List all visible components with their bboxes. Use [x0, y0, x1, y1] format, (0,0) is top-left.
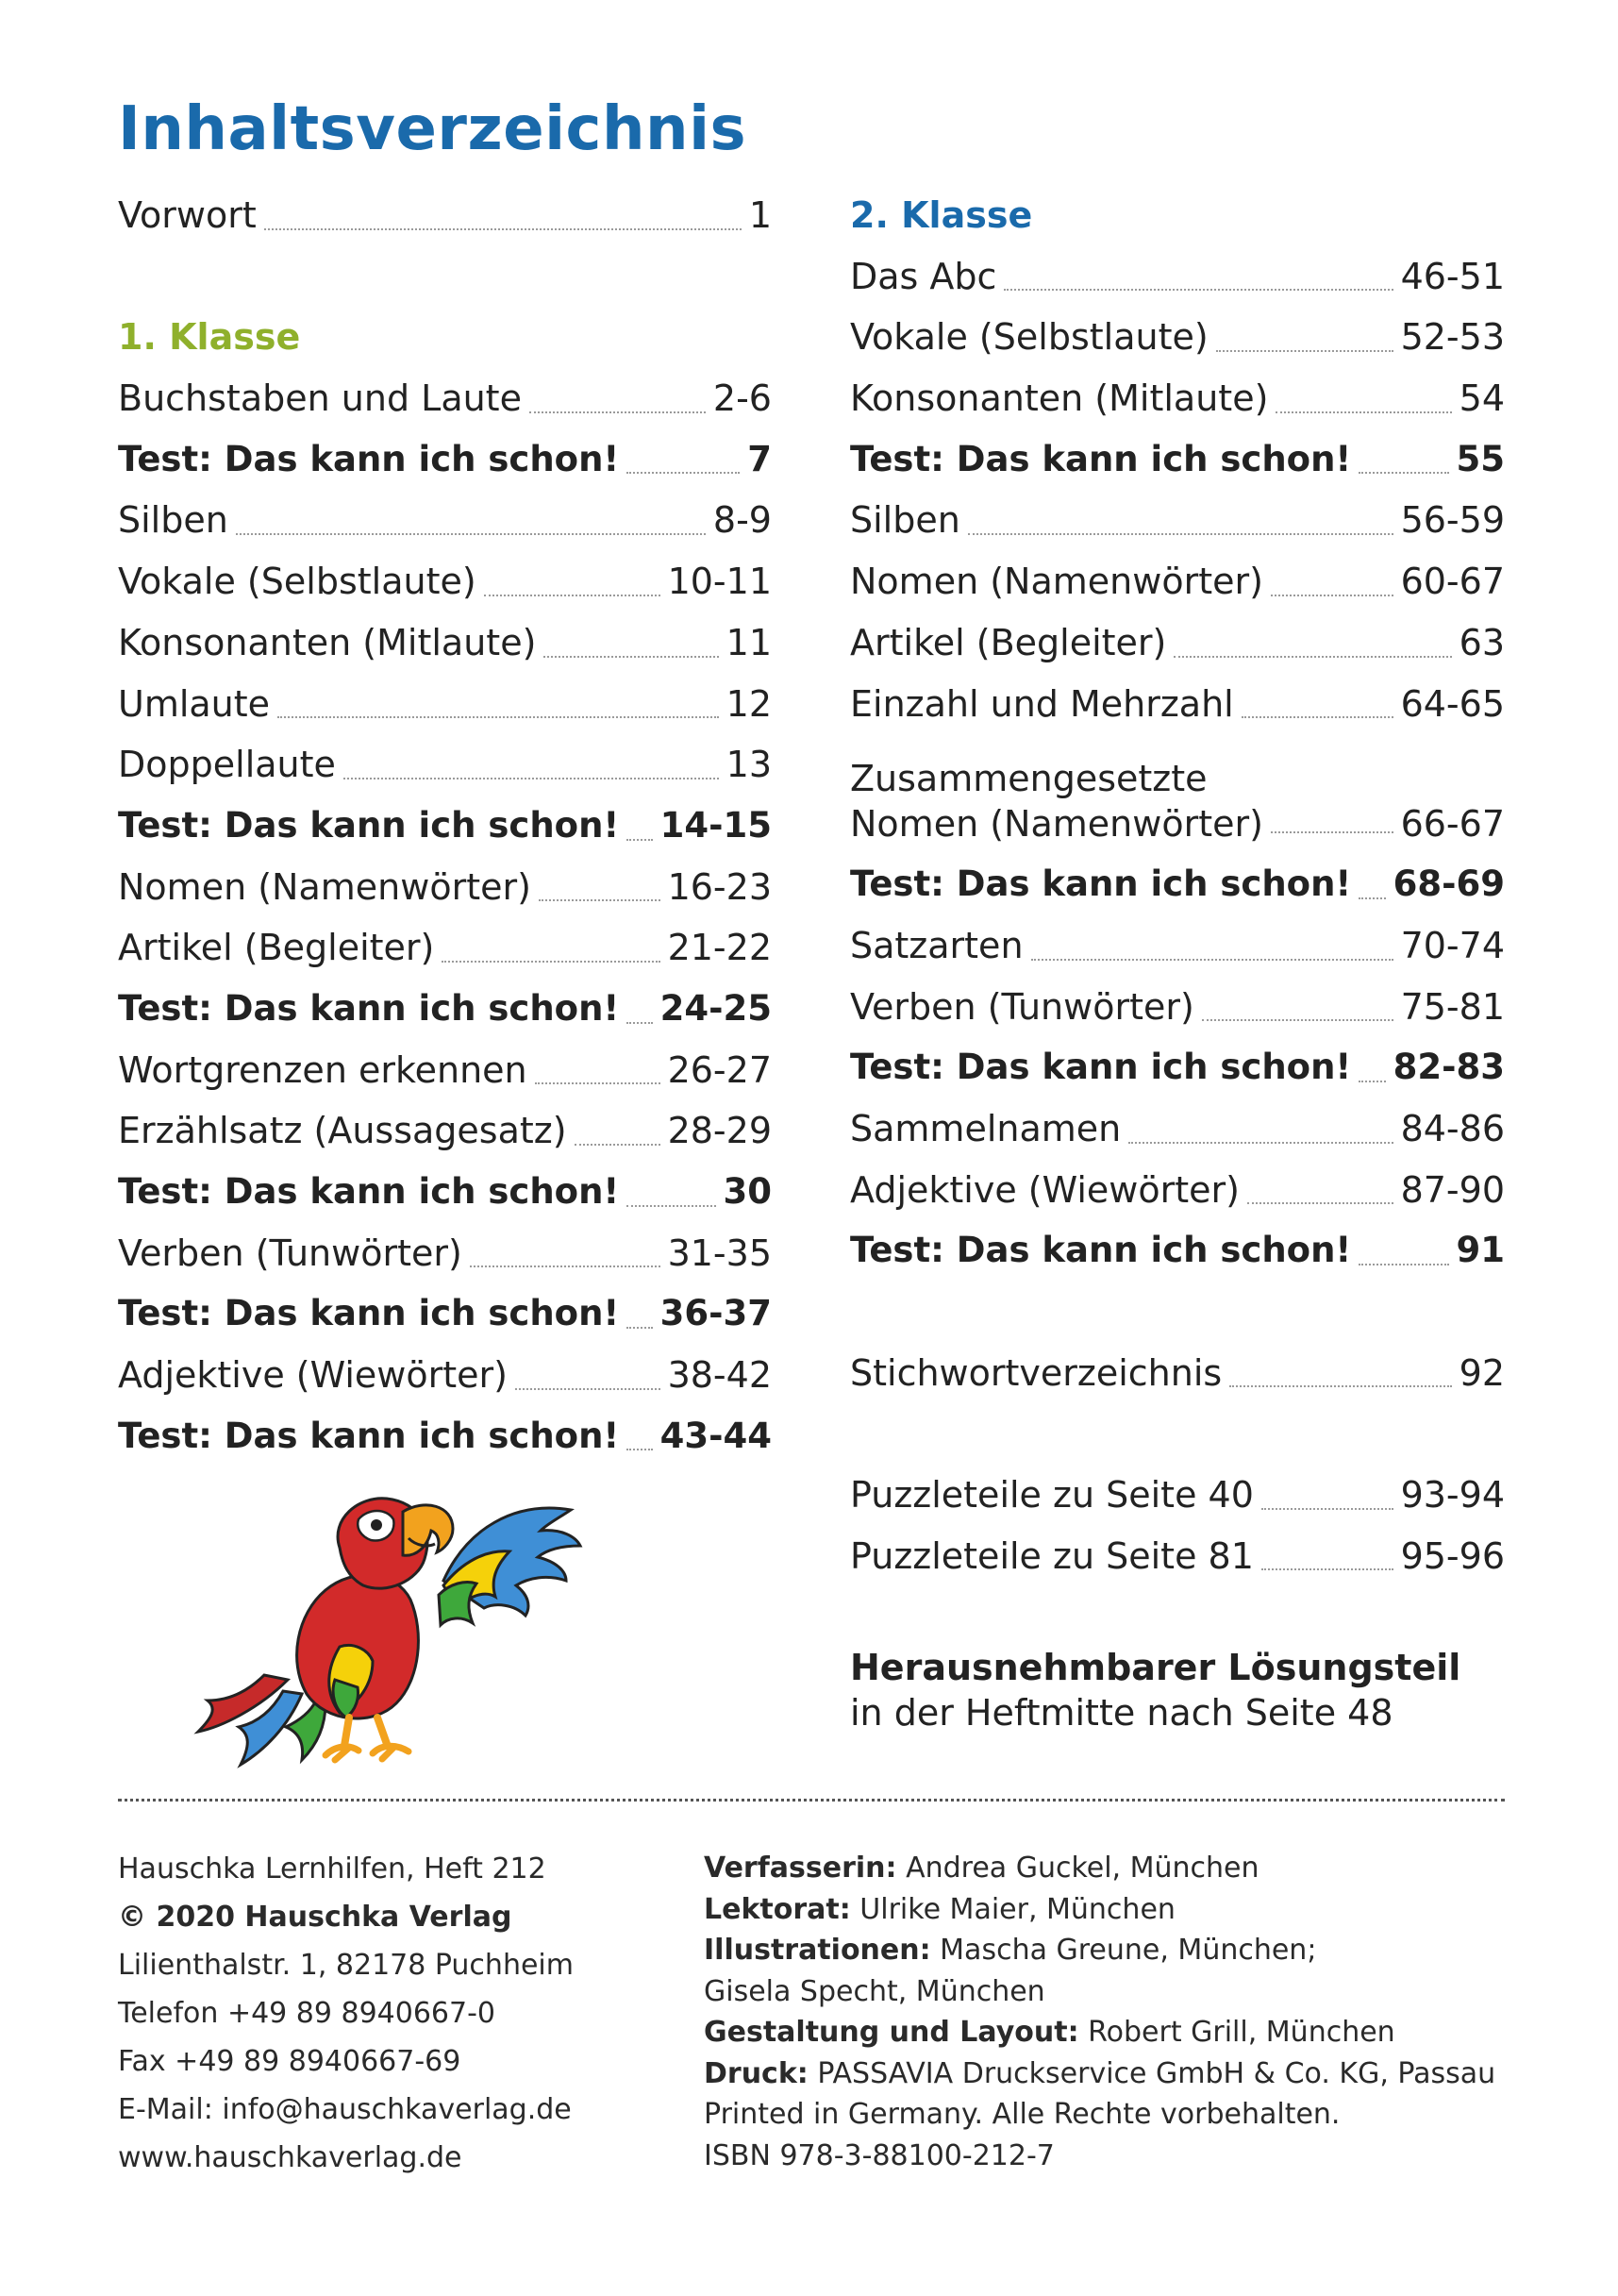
dot-leader	[575, 1144, 660, 1146]
toc-entry-pages: 92	[1459, 1351, 1505, 1394]
toc-entry	[118, 1100, 772, 1162]
toc-entry-pages: 64-65	[1400, 682, 1505, 725]
toc-list-klasse-1	[118, 368, 772, 1466]
credit-value: Robert Grill, München	[1088, 2016, 1395, 2049]
dot-leader	[1359, 1081, 1385, 1082]
email: E-Mail: info@hauschkaverlag.de	[118, 2093, 572, 2126]
toc-entry-label: Puzzleteile zu Seite 81	[850, 1534, 1254, 1577]
credit-label: Gestaltung und Layout:	[704, 2016, 1079, 2049]
toc-entry-label: Test: Das kann ich schon!	[118, 987, 620, 1029]
toc-entry	[118, 368, 772, 429]
toc-entry-label: Einzahl und Mehrzahl	[850, 682, 1234, 725]
credit-value: Ulrike Maier, München	[859, 1892, 1176, 1926]
toc-entry	[850, 551, 1505, 612]
toc-entry-pages: 95-96	[1400, 1534, 1505, 1577]
phone: Telefon +49 89 8940667-0	[118, 1997, 496, 2030]
dot-leader	[1359, 1264, 1448, 1265]
toc-entry-pages: 75-81	[1400, 985, 1505, 1028]
dot-leader	[264, 228, 742, 230]
isbn: ISBN 978-3-88100-212-7	[704, 2138, 1055, 2172]
toc-list-klasse-2	[850, 246, 1505, 1282]
toc-entry-label: Verben (Tunwörter)	[118, 1232, 462, 1274]
toc-entry	[850, 915, 1505, 977]
dot-leader	[1261, 1508, 1393, 1510]
page-title: Inhaltsverzeichnis	[118, 94, 747, 164]
toc-entry-pages: 30	[723, 1171, 772, 1212]
dot-leader	[539, 899, 660, 901]
dot-leader	[626, 472, 740, 474]
credit-value: Mascha Greune, München;	[940, 1934, 1317, 1967]
toc-entry-pages: 11	[726, 621, 772, 663]
toc-entry-test	[118, 1162, 772, 1223]
credits	[704, 1848, 1534, 2176]
toc-entry-label: Zusammengesetzte Nomen (Namenwörter)	[850, 758, 1263, 846]
toc-column-right	[850, 185, 1505, 1735]
toc-entry-label: Test: Das kann ich schon!	[118, 1171, 620, 1212]
dot-leader	[1271, 831, 1393, 833]
toc-entry-test	[850, 1037, 1505, 1098]
toc-entry-pages: 12	[726, 682, 772, 725]
toc-entry-vorwort	[118, 185, 772, 246]
toc-entry-label: Silben	[850, 499, 960, 542]
dot-leader	[1247, 1202, 1393, 1204]
credit-illustrations-2: Gisela Specht, München	[704, 1974, 1045, 2008]
toc-entry-label: Buchstaben und Laute	[118, 377, 522, 420]
toc-entry-pages: 31-35	[667, 1232, 772, 1274]
toc-entry-pages: 8-9	[712, 499, 772, 542]
toc-entry-pages: 66-67	[1400, 803, 1505, 846]
toc-entry-label: Vokale (Selbstlaute)	[850, 316, 1209, 359]
toc-entry-test	[850, 854, 1505, 915]
toc-entry-label: Nomen (Namenwörter)	[118, 865, 531, 908]
toc-entry-label: Test: Das kann ich schon!	[118, 1415, 620, 1456]
toc-entry-pages: 38-42	[667, 1354, 772, 1397]
credit-label: Illustrationen:	[704, 1934, 931, 1967]
toc-entry	[850, 246, 1505, 308]
dot-leader	[470, 1265, 660, 1267]
toc-entry	[850, 734, 1505, 854]
toc-entry	[118, 490, 772, 551]
dot-leader	[1202, 1019, 1393, 1021]
toc-entry-index	[850, 1343, 1505, 1404]
publisher-info	[118, 1845, 684, 2182]
toc-entry-label: Wortgrenzen erkennen	[118, 1048, 527, 1091]
toc-entry-pages: 91	[1456, 1230, 1505, 1271]
toc-entry	[850, 307, 1505, 368]
toc-entry-pages: 43-44	[659, 1415, 772, 1456]
dot-leader	[442, 961, 659, 963]
toc-entry-pages: 46-51	[1400, 255, 1505, 297]
toc-entry-pages: 10-11	[667, 561, 772, 603]
toc-entry-label: Verben (Tunwörter)	[850, 985, 1194, 1028]
toc-entry-label: Konsonanten (Mitlaute)	[850, 377, 1269, 420]
toc-entry-pages: 63	[1459, 621, 1505, 663]
toc-entry-pages: 2-6	[712, 377, 772, 420]
dot-leader	[1271, 595, 1393, 596]
toc-entry-label: Adjektive (Wiewörter)	[850, 1168, 1240, 1211]
toc-entry	[850, 1098, 1505, 1160]
dot-leader	[1229, 1385, 1451, 1387]
toc-entry-label: Erzählsatz (Aussagesatz)	[118, 1110, 567, 1152]
toc-entry-label: Artikel (Begleiter)	[850, 621, 1167, 663]
solutions-notice-text: in der Heftmitte nach Seite 48	[850, 1692, 1393, 1735]
toc-entry-pages: 16-23	[667, 865, 772, 908]
dot-leader	[236, 533, 706, 535]
toc-entry-label: Konsonanten (Mitlaute)	[118, 621, 537, 663]
toc-entry-test	[118, 796, 772, 857]
toc-entry-label: Adjektive (Wiewörter)	[118, 1354, 508, 1397]
toc-entry-test	[850, 1220, 1505, 1282]
toc-entry	[118, 612, 772, 674]
toc-entry-label: Doppellaute	[118, 744, 336, 786]
toc-entry-label: Test: Das kann ich schon!	[850, 863, 1352, 905]
toc-entry-pages: 54	[1459, 377, 1505, 420]
toc-entry-label: Nomen (Namenwörter)	[850, 561, 1263, 603]
dot-leader	[1242, 716, 1393, 718]
toc-entry	[118, 734, 772, 796]
toc-entry-puzzle	[850, 1465, 1505, 1526]
dot-leader	[484, 595, 660, 596]
credit-illustrations	[704, 1930, 1534, 1971]
toc-entry-test	[850, 429, 1505, 491]
toc-entry-label: Test: Das kann ich schon!	[118, 804, 620, 846]
toc-entry-label: Silben	[118, 499, 228, 542]
toc-entry-pages: 87-90	[1400, 1168, 1505, 1211]
dot-leader	[626, 1449, 652, 1450]
toc-entry	[118, 917, 772, 979]
toc-entry-puzzle	[850, 1526, 1505, 1587]
section-heading-klasse-2: 2. Klasse	[850, 194, 1033, 236]
toc-entry-pages: 21-22	[667, 927, 772, 969]
credit-design	[704, 2012, 1534, 2053]
toc-entry-label: Test: Das kann ich schon!	[850, 1047, 1352, 1088]
address: Lilienthalstr. 1, 82178 Puchheim	[118, 1949, 574, 1982]
toc-entry-pages: 26-27	[667, 1048, 772, 1091]
toc-entry-test	[118, 1283, 772, 1345]
toc-entry-test	[118, 1406, 772, 1467]
dot-leader	[626, 839, 652, 841]
toc-entry	[850, 612, 1505, 674]
toc-entry-label: Test: Das kann ich schon!	[850, 1230, 1352, 1271]
toc-entry-pages: 52-53	[1400, 316, 1505, 359]
website: www.hauschkaverlag.de	[118, 2141, 462, 2174]
toc-entry-label: Artikel (Begleiter)	[118, 927, 435, 969]
toc-entry-pages: 36-37	[659, 1293, 772, 1334]
toc-entry-pages: 56-59	[1400, 499, 1505, 542]
rights-notice: Printed in Germany. Alle Rechte vorbehalten.	[704, 2098, 1341, 2131]
dot-leader	[529, 411, 706, 413]
spacer	[850, 1403, 1505, 1465]
footer-divider	[118, 1799, 1505, 1802]
dot-leader	[1261, 1568, 1393, 1570]
toc-entry-label: Stichwortverzeichnis	[850, 1351, 1223, 1394]
toc-entry-pages: 84-86	[1400, 1107, 1505, 1149]
toc-entry-pages: 13	[726, 744, 772, 786]
toc-entry-label: Test: Das kann ich schon!	[118, 438, 620, 479]
dot-leader	[1004, 289, 1393, 291]
copyright: © 2020 Hauschka Verlag	[118, 1901, 512, 1934]
toc-entry-pages: 60-67	[1400, 561, 1505, 603]
credit-author	[704, 1848, 1534, 1889]
dot-leader	[1128, 1142, 1393, 1144]
dot-leader	[277, 716, 719, 718]
toc-entry	[118, 1040, 772, 1101]
toc-column-left	[118, 185, 772, 1466]
toc-entry	[850, 490, 1505, 551]
toc-entry	[850, 368, 1505, 429]
toc-entry-label: Puzzleteile zu Seite 40	[850, 1474, 1254, 1517]
dot-leader	[343, 778, 719, 779]
series-info: Hauschka Lernhilfen, Heft 212	[118, 1852, 546, 1885]
toc-entry-test	[118, 429, 772, 491]
dot-leader	[1216, 350, 1393, 352]
fax: Fax +49 89 8940667-69	[118, 2045, 461, 2078]
toc-entry-label: Das Abc	[850, 255, 997, 297]
toc-entry	[118, 857, 772, 918]
toc-entry-pages: 7	[747, 438, 772, 479]
dot-leader	[515, 1388, 660, 1390]
spacer	[118, 246, 772, 308]
toc-entry	[118, 1345, 772, 1406]
credit-editor	[704, 1889, 1534, 1931]
dot-leader	[626, 1327, 652, 1329]
credit-value: PASSAVIA Druckservice GmbH & Co. KG, Passau	[817, 2056, 1496, 2090]
dot-leader	[543, 656, 718, 658]
toc-entry-pages: 1	[748, 194, 772, 236]
toc-entry	[850, 1160, 1505, 1221]
dot-leader	[535, 1082, 660, 1084]
credit-label: Druck:	[704, 2056, 809, 2090]
toc-entry-pages: 24-25	[659, 987, 772, 1029]
dot-leader	[1031, 959, 1393, 961]
toc-entry	[118, 551, 772, 612]
solutions-notice-title: Herausnehmbarer Lösungsteil	[850, 1647, 1461, 1689]
dot-leader	[1276, 411, 1451, 413]
toc-entry-label: Test: Das kann ich schon!	[850, 438, 1352, 479]
solutions-notice	[850, 1645, 1505, 1735]
toc-entry-pages: 93-94	[1400, 1474, 1505, 1517]
toc-entry-pages: 14-15	[659, 804, 772, 846]
credit-print	[704, 2053, 1534, 2095]
toc-entry-label: Vorwort	[118, 194, 257, 236]
dot-leader	[1359, 472, 1448, 474]
toc-entry-pages: 28-29	[667, 1110, 772, 1152]
toc-entry-label: Umlaute	[118, 682, 271, 725]
dot-leader	[1174, 656, 1451, 658]
toc-entry-label: Satzarten	[850, 924, 1024, 966]
credit-label: Lektorat:	[704, 1892, 851, 1926]
parrot-illustration	[184, 1491, 585, 1774]
credit-label: Verfasserin:	[704, 1852, 897, 1885]
toc-entry	[118, 674, 772, 735]
dot-leader	[1359, 897, 1385, 899]
spacer	[850, 1282, 1505, 1343]
toc-entry-label: Sammelnamen	[850, 1107, 1122, 1149]
dot-leader	[968, 533, 1393, 535]
toc-entry-pages: 82-83	[1393, 1047, 1505, 1088]
section-heading-klasse-1: 1. Klasse	[118, 316, 301, 359]
toc-entry-pages: 70-74	[1400, 924, 1505, 966]
toc-entry	[850, 674, 1505, 735]
toc-entry-test	[118, 979, 772, 1040]
credit-value: Andrea Guckel, München	[906, 1852, 1259, 1885]
toc-entry-label: Vokale (Selbstlaute)	[118, 561, 476, 603]
toc-entry-label: Test: Das kann ich schon!	[118, 1293, 620, 1334]
toc-entry-pages: 68-69	[1393, 863, 1505, 905]
dot-leader	[626, 1022, 652, 1024]
toc-entry	[118, 1223, 772, 1284]
dot-leader	[626, 1205, 715, 1207]
toc-entry	[850, 977, 1505, 1038]
toc-entry-pages: 55	[1456, 438, 1505, 479]
